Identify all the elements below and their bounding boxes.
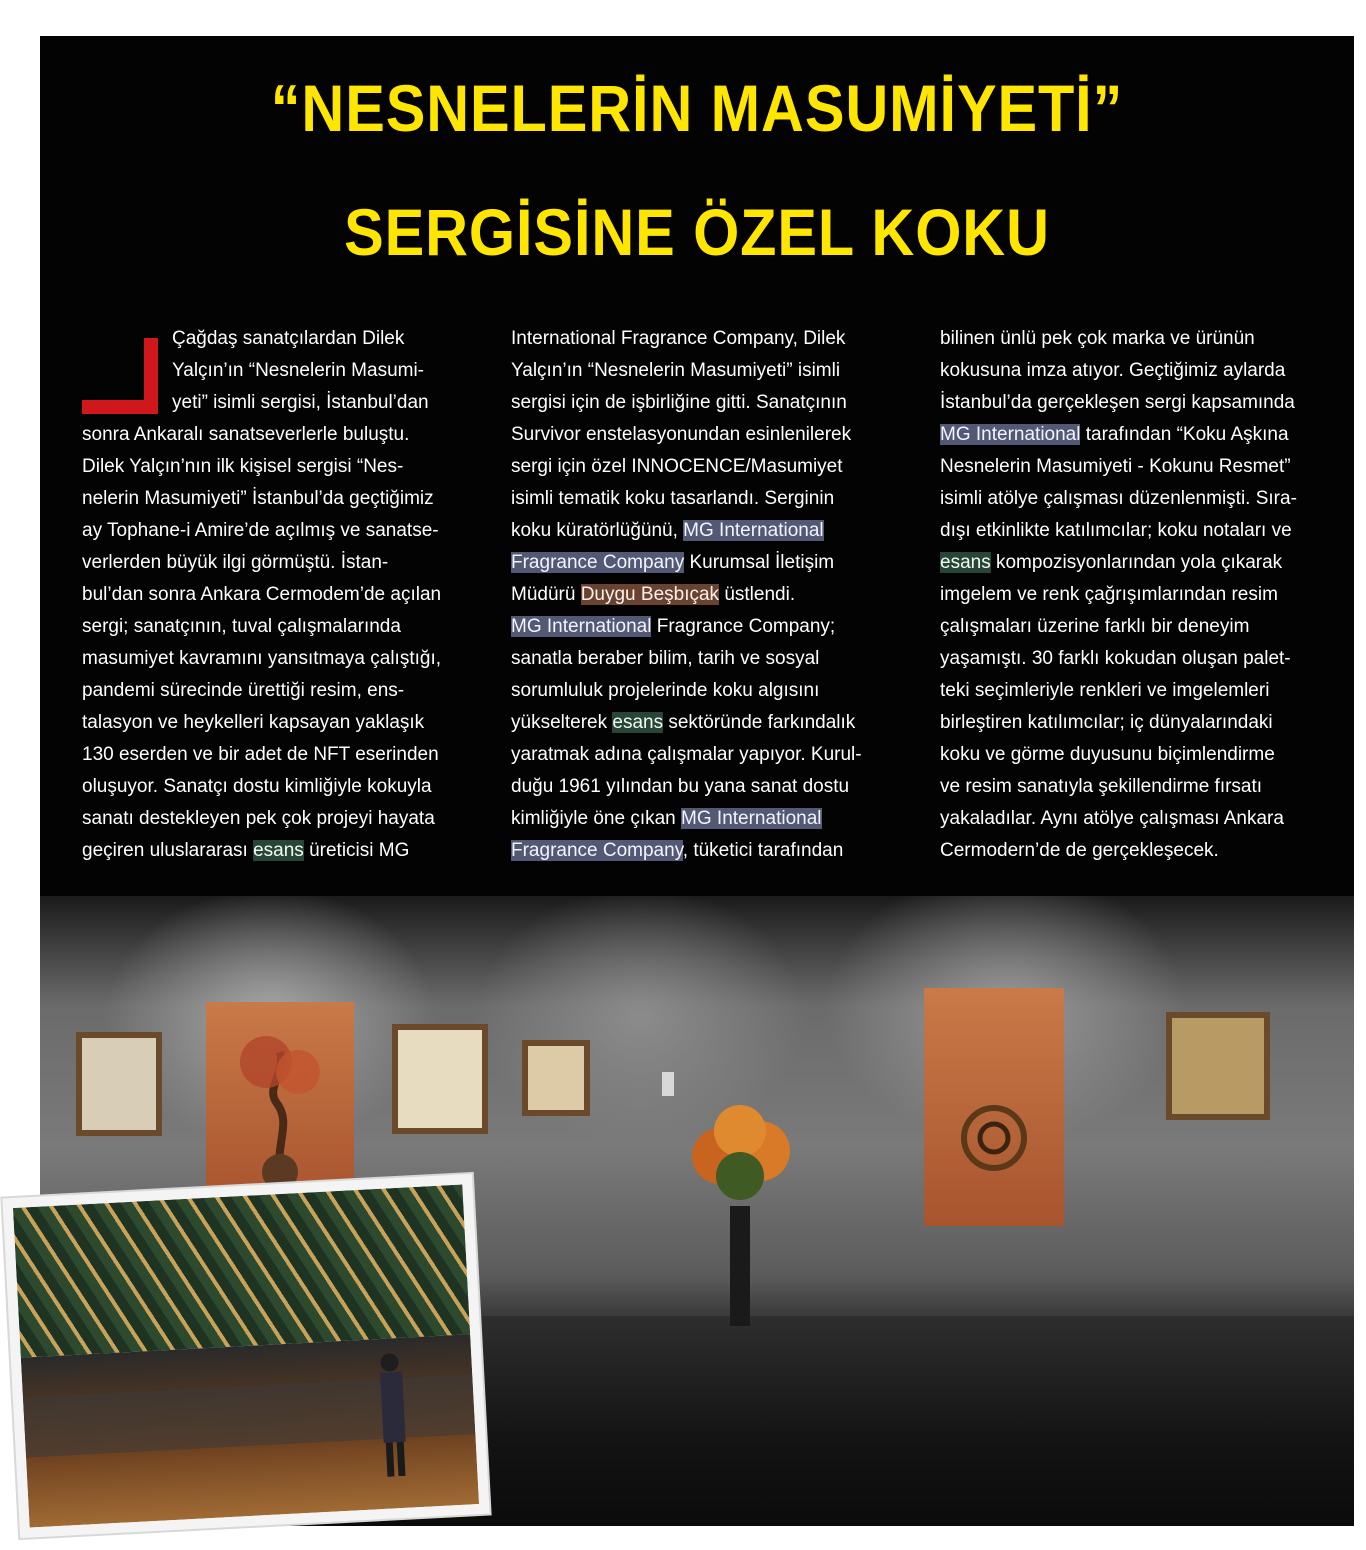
inset-photo-image xyxy=(13,1184,479,1527)
article-line xyxy=(940,707,1297,739)
highlighted-term: esans xyxy=(253,840,304,861)
highlighted-term: esans xyxy=(612,712,664,733)
article-line xyxy=(511,355,862,387)
text-segment: sergi için özel INNOCENCE/Masumiyet xyxy=(511,456,843,477)
text-segment: kokusuna imza atıyor. Geçtiğimiz aylarda xyxy=(940,360,1286,381)
article-line xyxy=(940,387,1297,419)
highlighted-term: esans xyxy=(940,552,991,573)
article-line xyxy=(940,675,1297,707)
text-segment: sergisi için de işbirliğine gitti. Sanatçının xyxy=(511,392,847,413)
text-segment: 130 eserden ve bir adet de NFT eserinden xyxy=(82,744,439,765)
inset-photo xyxy=(2,1174,489,1538)
article-column-1 xyxy=(82,323,441,867)
artwork-spiral-scroll xyxy=(924,988,1064,1226)
highlighted-term: MG International xyxy=(681,808,822,829)
article-line xyxy=(82,835,441,867)
article-line xyxy=(940,771,1297,803)
text-segment: koku küratörlüğünü, xyxy=(511,520,684,541)
text-segment: kimliğiyle öne çıkan xyxy=(511,808,682,829)
article-line xyxy=(82,323,441,355)
article-line xyxy=(511,387,862,419)
text-segment: ve resim sanatıyla şekillendirme fırsatı xyxy=(940,776,1263,797)
text-segment: İstanbul’da gerçekleşen sergi kapsamında xyxy=(940,392,1295,413)
article-line xyxy=(511,835,862,867)
article-line xyxy=(82,451,441,483)
text-segment: Survivor enstelasyonundan esinlenilerek xyxy=(511,424,852,445)
text-segment: Kurumsal İletişim xyxy=(684,552,835,573)
article-line xyxy=(82,643,441,675)
article-line xyxy=(82,387,441,419)
article-line xyxy=(511,707,862,739)
article-line xyxy=(511,771,862,803)
artwork-tree-scroll xyxy=(206,1002,354,1202)
text-segment: Yalçın’ın “Nesnelerin Masumiyeti” isimli xyxy=(511,360,841,381)
text-segment: sergi; sanatçının, tuval çalışmalarında xyxy=(82,616,401,637)
highlighted-term: Duygu Beşbıçak xyxy=(580,584,720,605)
article-line xyxy=(940,323,1297,355)
article-line xyxy=(82,579,441,611)
highlighted-term: MG International xyxy=(940,424,1081,445)
text-segment: Cermodern’de de gerçekleşecek. xyxy=(940,840,1219,861)
tree-painting-icon xyxy=(206,1002,354,1202)
article-line xyxy=(511,803,862,835)
artwork-frame xyxy=(1166,1012,1270,1120)
text-segment: , tüketici tarafından xyxy=(682,840,844,861)
article-line xyxy=(82,707,441,739)
article-line xyxy=(82,771,441,803)
article-line xyxy=(82,547,441,579)
text-segment: isimli tematik koku tasarlandı. Serginin xyxy=(511,488,835,509)
highlighted-term: MG International xyxy=(683,520,824,541)
article-line xyxy=(940,611,1297,643)
article-line xyxy=(82,419,441,451)
article-line xyxy=(940,355,1297,387)
text-segment: çalışmaları üzerine farklı bir deneyim xyxy=(940,616,1250,637)
text-segment: sanatı destekleyen pek çok projeyi hayata xyxy=(82,808,435,829)
article-line xyxy=(511,579,862,611)
spiral-painting-icon xyxy=(924,988,1064,1226)
text-segment: Çağdaş sanatçılardan Dilek xyxy=(172,328,405,349)
text-segment: birleştiren katılımcılar; iç dünyalarındaki xyxy=(940,712,1273,733)
highlighted-term: MG International xyxy=(511,616,652,637)
article-line xyxy=(940,835,1297,867)
article-line xyxy=(511,419,862,451)
headline xyxy=(106,46,1289,294)
text-segment: yaşamıştı. 30 farklı kokudan oluşan palet- xyxy=(940,648,1291,669)
article-line xyxy=(940,579,1297,611)
article-line xyxy=(940,739,1297,771)
article-line xyxy=(511,547,862,579)
text-segment: duğu 1961 yılından bu yana sanat dostu xyxy=(511,776,850,797)
article-line xyxy=(511,675,862,707)
headline-line-2: SERGİSİNE ÖZEL KOKU xyxy=(344,195,1050,269)
speaker-figure-icon xyxy=(21,1334,479,1527)
text-segment: Fragrance Company; xyxy=(651,616,836,637)
article-line xyxy=(82,611,441,643)
text-segment: üreticisi MG xyxy=(303,840,410,861)
article-line xyxy=(940,483,1297,515)
text-segment: Müdürü xyxy=(511,584,581,605)
text-segment: verlerden büyük ilgi görmüştü. İstan- xyxy=(82,552,389,573)
text-segment: isimli atölye çalışması düzenlenmişti. Sıra- xyxy=(940,488,1297,509)
article-line xyxy=(82,803,441,835)
text-segment: Yalçın’ın “Nesnelerin Masumi- xyxy=(172,360,425,381)
article-line xyxy=(511,451,862,483)
article-line xyxy=(940,451,1297,483)
text-segment: teki seçimleriyle renkleri ve imgelemleri xyxy=(940,680,1270,701)
article-line xyxy=(940,515,1297,547)
article-line xyxy=(940,419,1297,451)
text-segment: geçiren uluslararası xyxy=(82,840,254,861)
text-segment: International Fragrance Company, Dilek xyxy=(511,328,846,349)
article-line xyxy=(940,803,1297,835)
text-segment: dışı etkinlikte katılımcılar; koku notaları ve xyxy=(940,520,1292,541)
text-segment: koku ve görme duyusunu biçimlendirme xyxy=(940,744,1275,765)
article-line xyxy=(940,643,1297,675)
text-segment: sanatla beraber bilim, tarih ve sosyal xyxy=(511,648,820,669)
article-line xyxy=(82,483,441,515)
article-line xyxy=(82,355,441,387)
article-column-2 xyxy=(511,323,862,867)
text-segment: masumiyet kavramını yansıtmaya çalıştığı, xyxy=(82,648,442,669)
artwork-frame xyxy=(522,1040,590,1116)
highlighted-term: Fragrance Company xyxy=(511,840,683,861)
audience-hall xyxy=(21,1334,479,1527)
article-line xyxy=(511,611,862,643)
text-segment: bul’dan sonra Ankara Cermodem’de açılan xyxy=(82,584,442,605)
artwork-frame xyxy=(76,1032,162,1136)
article-line xyxy=(511,643,862,675)
text-segment: pandemi sürecinde ürettiği resim, ens- xyxy=(82,680,405,701)
text-segment: ay Tophane-i Amire’de açılmış ve sanatse- xyxy=(82,520,439,541)
article-line xyxy=(82,515,441,547)
flower-vase xyxy=(680,1096,800,1326)
text-segment: bilinen ünlü pek çok marka ve ürünün xyxy=(940,328,1255,349)
text-segment: yükselterek xyxy=(511,712,613,733)
text-segment: nelerin Masumiyeti” İstanbul’da geçtiğimiz xyxy=(82,488,434,509)
article-line xyxy=(511,483,862,515)
article-line xyxy=(511,323,862,355)
text-segment: yakaladılar. Aynı atölye çalışması Ankara xyxy=(940,808,1284,829)
headline-line-1: “NESNELERİN MASUMİYETİ” xyxy=(270,71,1124,145)
article-line xyxy=(940,547,1297,579)
text-segment: sorumluluk projelerinde koku algısını xyxy=(511,680,820,701)
text-segment: talasyon ve heykelleri kapsayan yaklaşık xyxy=(82,712,425,733)
article-line xyxy=(82,675,441,707)
text-segment: sektöründe farkındalık xyxy=(663,712,856,733)
dome-ceiling xyxy=(13,1184,470,1357)
text-segment: kompozisyonlarından yola çıkarak xyxy=(990,552,1283,573)
text-segment: tarafından “Koku Aşkına xyxy=(1080,424,1289,445)
article-column-3 xyxy=(940,323,1297,867)
wall-switch xyxy=(662,1072,674,1096)
article-line xyxy=(511,515,862,547)
artwork-frame xyxy=(392,1024,488,1134)
text-segment: yeti” isimli sergisi, İstanbul’dan xyxy=(172,392,429,413)
text-segment: oluşuyor. Sanatçı dostu kimliğiyle kokuyla xyxy=(82,776,432,797)
text-segment: yaratmak adına çalışmalar yapıyor. Kurul- xyxy=(511,744,862,765)
text-segment: Dilek Yalçın’nın ilk kişisel sergisi “Nes- xyxy=(82,456,404,477)
text-segment: üstlendi. xyxy=(719,584,796,605)
text-segment: sonra Ankaralı sanatseverlerle buluştu. xyxy=(82,424,410,445)
highlighted-term: Fragrance Company xyxy=(511,552,685,573)
text-segment: imgelem ve renk çağrışımlarından resim xyxy=(940,584,1278,605)
article-line xyxy=(82,739,441,771)
text-segment: Nesnelerin Masumiyeti - Kokunu Resmet” xyxy=(940,456,1291,477)
article-line xyxy=(511,739,862,771)
